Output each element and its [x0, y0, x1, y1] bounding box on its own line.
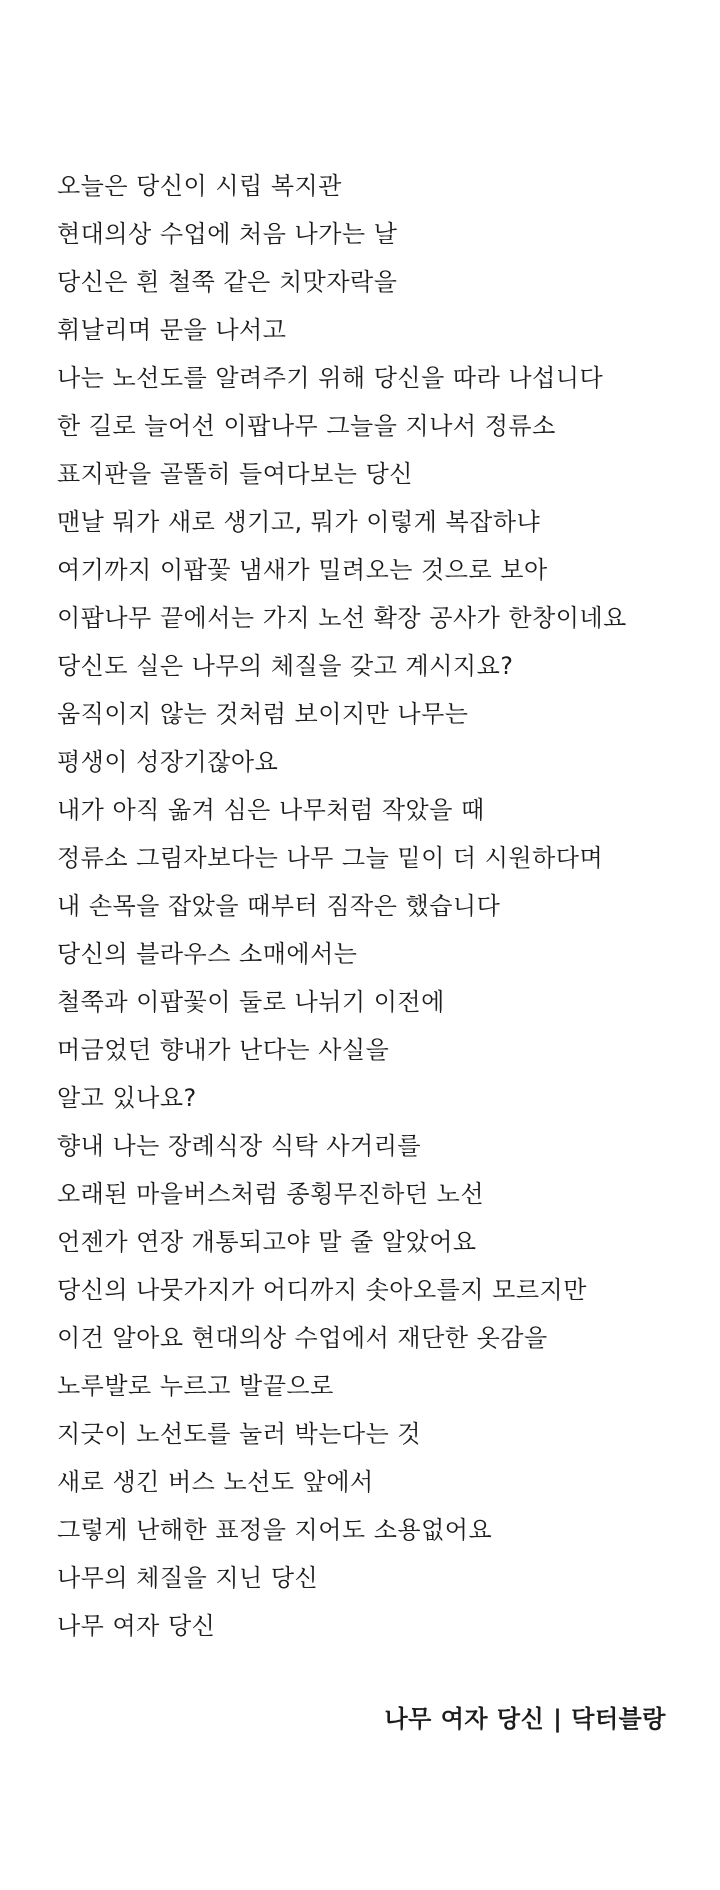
poem-line: 알고 있나요? [57, 1084, 197, 1112]
poem-line: 휘날리며 문을 나서고 [57, 316, 287, 344]
poem-line: 오늘은 당신이 시립 복지관 [57, 172, 342, 200]
poem-line: 한 길로 늘어선 이팝나무 그늘을 지나서 정류소 [57, 412, 556, 440]
poem-body [57, 162, 627, 1650]
poem-line: 여기까지 이팝꽃 냄새가 밀려오는 것으로 보아 [57, 556, 548, 584]
poem-line: 그렇게 난해한 표정을 지어도 소용없어요 [57, 1516, 493, 1544]
poem-line: 내가 아직 옮겨 심은 나무처럼 작았을 때 [57, 796, 485, 824]
poem-line: 정류소 그림자보다는 나무 그늘 밑이 더 시원하다며 [57, 844, 604, 872]
poem-line: 표지판을 골똘히 들여다보는 당신 [57, 460, 413, 488]
poem-line: 움직이지 않는 것처럼 보이지만 나무는 [57, 700, 469, 728]
poem-line: 나는 노선도를 알려주기 위해 당신을 따라 나섭니다 [57, 364, 604, 392]
poem-line: 내 손목을 잡았을 때부터 짐작은 했습니다 [57, 892, 501, 920]
poem-line: 이건 알아요 현대의상 수업에서 재단한 옷감을 [57, 1324, 548, 1352]
poem-line: 오래된 마을버스처럼 종횡무진하던 노선 [57, 1180, 485, 1208]
poem-line: 언젠가 연장 개통되고야 말 줄 알았어요 [57, 1228, 477, 1256]
poem-line: 당신은 흰 철쭉 같은 치맛자락을 [57, 268, 398, 296]
poem-line: 맨날 뭐가 새로 생기고, 뭐가 이렇게 복잡하냐 [57, 508, 541, 536]
poem-line: 당신도 실은 나무의 체질을 갖고 계시지요? [57, 652, 514, 680]
poem-line: 평생이 성장기잖아요 [57, 748, 279, 776]
poem-line: 새로 생긴 버스 노선도 앞에서 [57, 1468, 374, 1496]
poem-line: 당신의 나뭇가지가 어디까지 솟아오를지 모르지만 [57, 1276, 587, 1304]
poem-line: 나무 여자 당신 [57, 1612, 216, 1640]
poem-line: 머금었던 향내가 난다는 사실을 [57, 1036, 390, 1064]
poem-line: 나무의 체질을 지닌 당신 [57, 1564, 319, 1592]
poem-line: 이팝나무 끝에서는 가지 노선 확장 공사가 한창이네요 [57, 604, 627, 632]
poem-line: 지긋이 노선도를 눌러 박는다는 것 [57, 1420, 422, 1448]
poem-line: 향내 나는 장례식장 식탁 사거리를 [57, 1132, 422, 1160]
poem-line: 노루발로 누르고 발끝으로 [57, 1372, 334, 1400]
poem-signature: 나무 여자 당신 | 닥터블랑 [384, 1705, 666, 1733]
poem-line: 현대의상 수업에 처음 나가는 날 [57, 220, 398, 248]
poem-line: 당신의 블라우스 소매에서는 [57, 940, 358, 968]
poem-line: 철쭉과 이팝꽃이 둘로 나뉘기 이전에 [57, 988, 445, 1016]
